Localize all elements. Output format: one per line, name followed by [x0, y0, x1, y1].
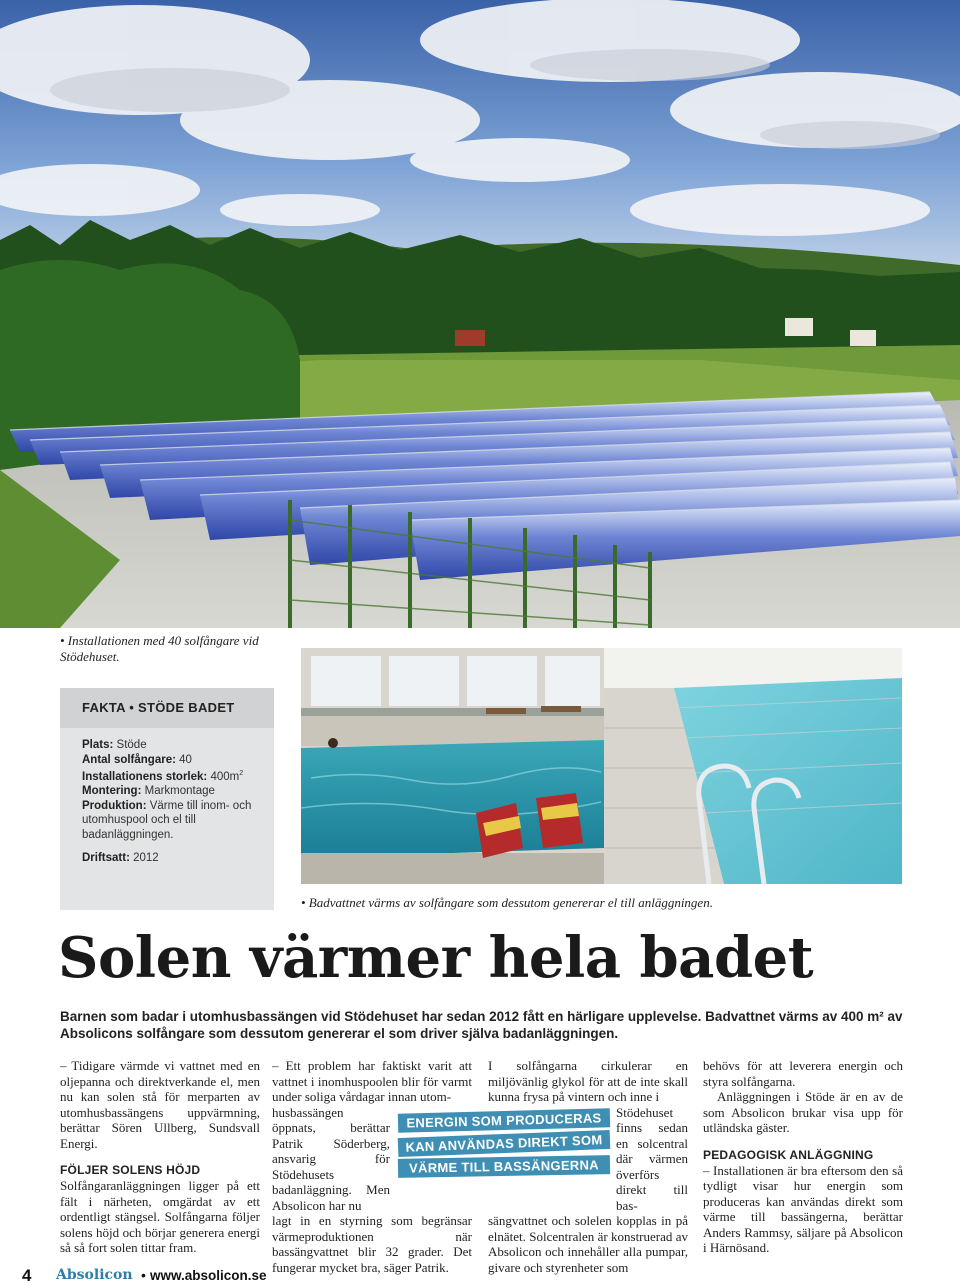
article-column-4: [703, 1058, 903, 1256]
fact-box-heading: FAKTA • STÖDE BADET: [60, 688, 274, 728]
solar-field-photo: [0, 0, 960, 628]
outdoor-pool-photo: [604, 648, 902, 884]
col3-paragraph-narrow: Stödehuset finns sedan en solcentral där värmen överförs direkt till bas-: [616, 1104, 688, 1213]
fact-row-commissioned: Driftsatt: 2012: [82, 852, 159, 865]
col4-paragraph-3: – Installationen är bra eftersom den så tydligt visar hur energin som produceras kan användas direkt som värme till bassängerna, berättar Anders Rammsy, säljare på Absolicon i Härnösand.: [703, 1162, 903, 1255]
col4-paragraph-2: Anläggningen i Stöde är en av de som Absolicon brukar visa upp för utländska gäster.: [703, 1089, 903, 1135]
pull-quote-line-3: VÄRME TILL BASSÄNGERNA: [398, 1155, 610, 1178]
website-link[interactable]: www.absolicon.se: [150, 1268, 267, 1283]
article-lede: Barnen som badar i utomhusbassängen vid Stödehuset har sedan 2012 fått en härligare upplevelse. Badvattnet värms av 400 m² av Absolicons solfångare som dessutom genererar el som driver själva badanläggningen.: [60, 1009, 903, 1041]
fact-row-mounting: Montering: Markmontage: [82, 785, 215, 798]
pull-quote-line-1: ENERGIN SOM PRODUCERAS: [398, 1108, 610, 1133]
footer-separator: •: [141, 1267, 146, 1283]
page-footer: [0, 1266, 960, 1285]
brand-logo-text: Absolicon: [56, 1267, 133, 1283]
col2-paragraph-narrow: husbassängen öppnats, berättar Patrik Söderberg, ansvarig för Stödehusets badanläggning. Men Absolicon har nu: [272, 1104, 390, 1213]
col1-subheading: FÖLJER SOLENS HÖJD: [60, 1163, 201, 1177]
col3-paragraph-bottom: sängvattnet och solelen kopplas in på elnätet. Solcentralen är konstruerad av Absolicon och innehåller alla pumpar, givare och styrenheter som: [488, 1213, 688, 1275]
col4-subheading: PEDAGOGISK ANLÄGGNING: [703, 1147, 874, 1162]
col2-paragraph-top: – Ett problem har faktiskt varit att vattnet i inomhuspoolen blir för varmt under soliga vårdagar innan utom-: [272, 1058, 472, 1104]
col3-paragraph-top: I solfångarna cirkulerar en miljövänlig glykol för att de inte skall kunna frysa på vintern och inne i: [488, 1058, 688, 1104]
article-column-1: [60, 1058, 260, 1256]
indoor-pool-photo: [301, 648, 604, 884]
fact-box: [60, 688, 274, 910]
pull-quote: [398, 1111, 610, 1180]
fact-row-production: Produktion: Värme till inom- och utomhuspool och el till badanläggningen.: [82, 799, 252, 841]
fact-row-location: Plats: Stöde: [82, 739, 147, 751]
col2-paragraph-bottom: lagt in en styrning som begränsar värmeproduktionen när bassängvattnet blir 32 grader. Det fungerar mycket bra, säger Patrik.: [272, 1213, 472, 1275]
top-photo-caption: • Installationen med 40 solfångare vid Stödehuset.: [60, 633, 259, 664]
article-headline: Solen värmer hela badet: [58, 925, 814, 991]
pull-quote-line-2: KAN ANVÄNDAS DIREKT SOM: [398, 1130, 611, 1157]
pool-photos-caption: • Badvattnet värms av solfångare som dessutom genererar el till anläggningen.: [301, 895, 713, 910]
page-number: 4: [22, 1266, 32, 1285]
fact-row-installation-size: Installationens storlek: $400m^2$: [82, 770, 244, 783]
col4-paragraph-1: behövs för att leverera energin och styra solfångarna.: [703, 1058, 903, 1089]
col1-paragraph-2: Solfångaranläggningen ligger på ett fält i närheten, omgärdat av ett ordentligt stängsel. Solfångarna följer solens höjd och börjar generera energi så så fort solen tittar fram.: [60, 1178, 260, 1255]
fact-row-collector-count: Antal solfångare: 40: [82, 753, 192, 766]
col1-paragraph-1: – Tidigare värmde vi vattnet med en oljepanna och direktverkande el, men nu kan solen stå för merparten av utomhusbassängens uppvärmning, berättar Sören Ullberg, Sundsvall Energi.: [60, 1058, 260, 1151]
